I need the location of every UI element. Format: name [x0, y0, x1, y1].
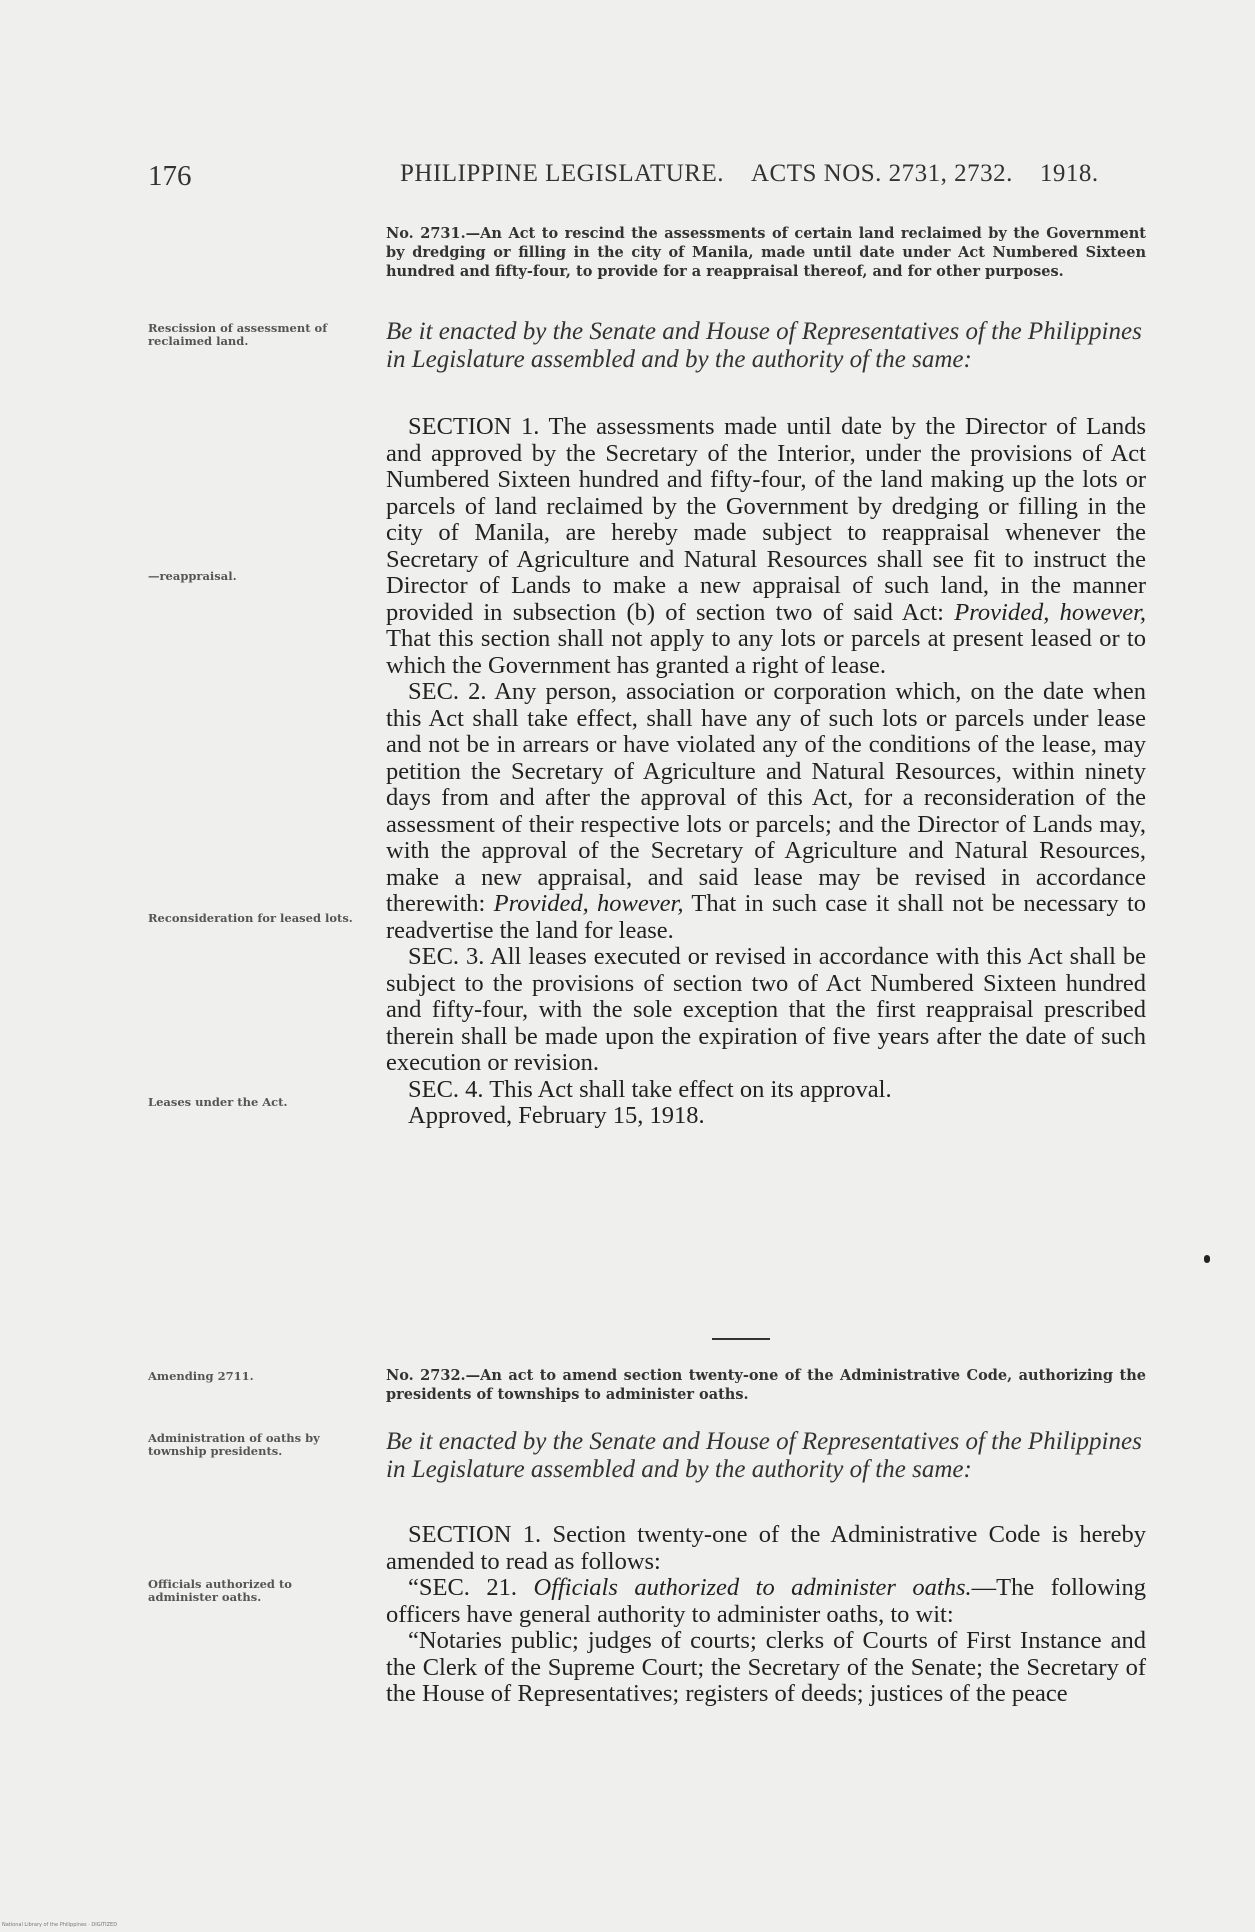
act-2732-summary: No. 2732.—An act to amend section twenty-one of the Administrative Code, authorizing the presidents of townships to administer oaths. [386, 1367, 1146, 1403]
act-2731-section-4 [386, 1077, 1146, 1104]
proviso-text: That this section shall not apply to any lots or parcels at present leased or to which the Government has granted a right of lease. [386, 625, 1146, 679]
margin-note-reconsideration: Reconsideration for leased lots. [148, 911, 353, 925]
header-year: 1918. [1039, 160, 1099, 187]
header-acts: ACTS NOS. 2731, 2732. [751, 160, 1013, 187]
quoted-label: “SEC. 21. [408, 1574, 518, 1601]
act-2731-body [386, 414, 1146, 1130]
section-text: The assessments made until date by the Director of Lands and approved by the Secretary of the Interior, under the provisions of Act Numbered Sixteen hundred and fifty-four, of the land making up the lots or parcels of land reclaimed by the Government by dredging or filling in the city of Manila, are hereby made subject to reappraisal whenever the Secretary of Agriculture and Natural Resources shall see fit to instruct the Director of Lands to make a new appraisal of such land, in the manner provided in subsection (b) of section two of said Act: [386, 413, 1146, 626]
section-label: SECTION 1. [408, 1521, 542, 1548]
margin-note-administration: Administration of oaths by township presidents. [148, 1431, 320, 1458]
act-2732-section-1 [386, 1522, 1146, 1575]
notaries-paragraph: “Notaries public; judges of courts; clerks of Courts of First Instance and the Clerk of the Supreme Court; the Secretary of the Senate; the Secretary of the House of Representatives; registers of deeds; justices of the peace [386, 1627, 1146, 1707]
act-2732-enacting-clause: Be it enacted by the Senate and House of Representatives of the Philippines in Legislature assembled and by the authority of the same: [386, 1428, 1142, 1483]
act-2731-enacting-clause: Be it enacted by the Senate and House of Representatives of the Philippines in Legislature assembled and by the authority of the same: [386, 318, 1142, 373]
margin-note-leases: Leases under the Act. [148, 1095, 288, 1109]
proviso-label: Provided, however, [493, 890, 684, 917]
section-label: SEC. 2. [408, 678, 487, 705]
act-2731-summary: No. 2731.—An Act to rescind the assessments of certain land reclaimed by the Government by dredging or filling in the city of Manila, made until date under Act Numbered Sixteen hundred and fifty-four, to provide for a reappraisal thereof, and for other purposes. [386, 225, 1146, 280]
section-text: All leases executed or revised in accordance with this Act shall be subject to the provisions of section two of Act Numbered Sixteen hundred and fifty-four, with the sole exception that the first reappraisal prescribed therein shall be made upon the expiration of five years after the date of such execution or revision. [386, 943, 1147, 1076]
proviso-text: That in such case it shall not be necessary to readvertise the land for lease. [386, 890, 1147, 944]
section-divider [712, 1338, 770, 1340]
approval-date: Approved, February 15, 1918. [408, 1102, 705, 1129]
section-text: Any person, association or corporation which, on the date when this Act shall take effect, shall have any of such lots or parcels under lease and not be in arrears or have violated any of the conditions of the lease, may petition the Secretary of Agriculture and Natural Resources, within ninety days from and after the approval of this Act, for a reconsideration of the assessment of their respective lots or parcels; and the Director of Lands may, with the approval of the Secretary of Agriculture and Natural Resources, make a new appraisal, and said lease may be revised in accordance therewith: [386, 678, 1147, 917]
section-label: SEC. 3. [408, 943, 485, 970]
header-title: PHILIPPINE LEGISLATURE. [400, 160, 724, 187]
quoted-heading: Officials authorized to administer oaths. [533, 1574, 972, 1601]
section-label: SECTION 1. [408, 413, 540, 440]
margin-note-amending: Amending 2711. [148, 1369, 254, 1383]
page-number: 176 [148, 160, 192, 192]
running-header [400, 160, 1150, 188]
act-2732-body [386, 1522, 1146, 1708]
margin-note-officials: Officials authorized to administer oaths. [148, 1577, 292, 1604]
act-2731-section-3 [386, 944, 1146, 1077]
quoted-section-21 [386, 1575, 1146, 1628]
margin-note-rescission: Rescission of assessment of reclaimed land. [148, 321, 328, 348]
section-text: This Act shall take effect on its approval. [489, 1075, 892, 1103]
act-2731-section-2 [386, 679, 1146, 944]
section-text: Section twenty-one of the Administrative Code is hereby amended to read as follows: [386, 1521, 1146, 1575]
section-label: SEC. 4. [408, 1075, 484, 1103]
scan-footer: National Library of the Philippines · DIGITIZED [2, 1922, 118, 1928]
act-2731-section-1 [386, 414, 1146, 679]
proviso-label: Provided, however, [954, 598, 1147, 626]
quoted-text: —The following officers have general authority to administer oaths, to wit: [386, 1574, 1146, 1628]
ink-speck [1204, 1255, 1210, 1263]
margin-note-reappraisal: —reappraisal. [148, 569, 237, 583]
